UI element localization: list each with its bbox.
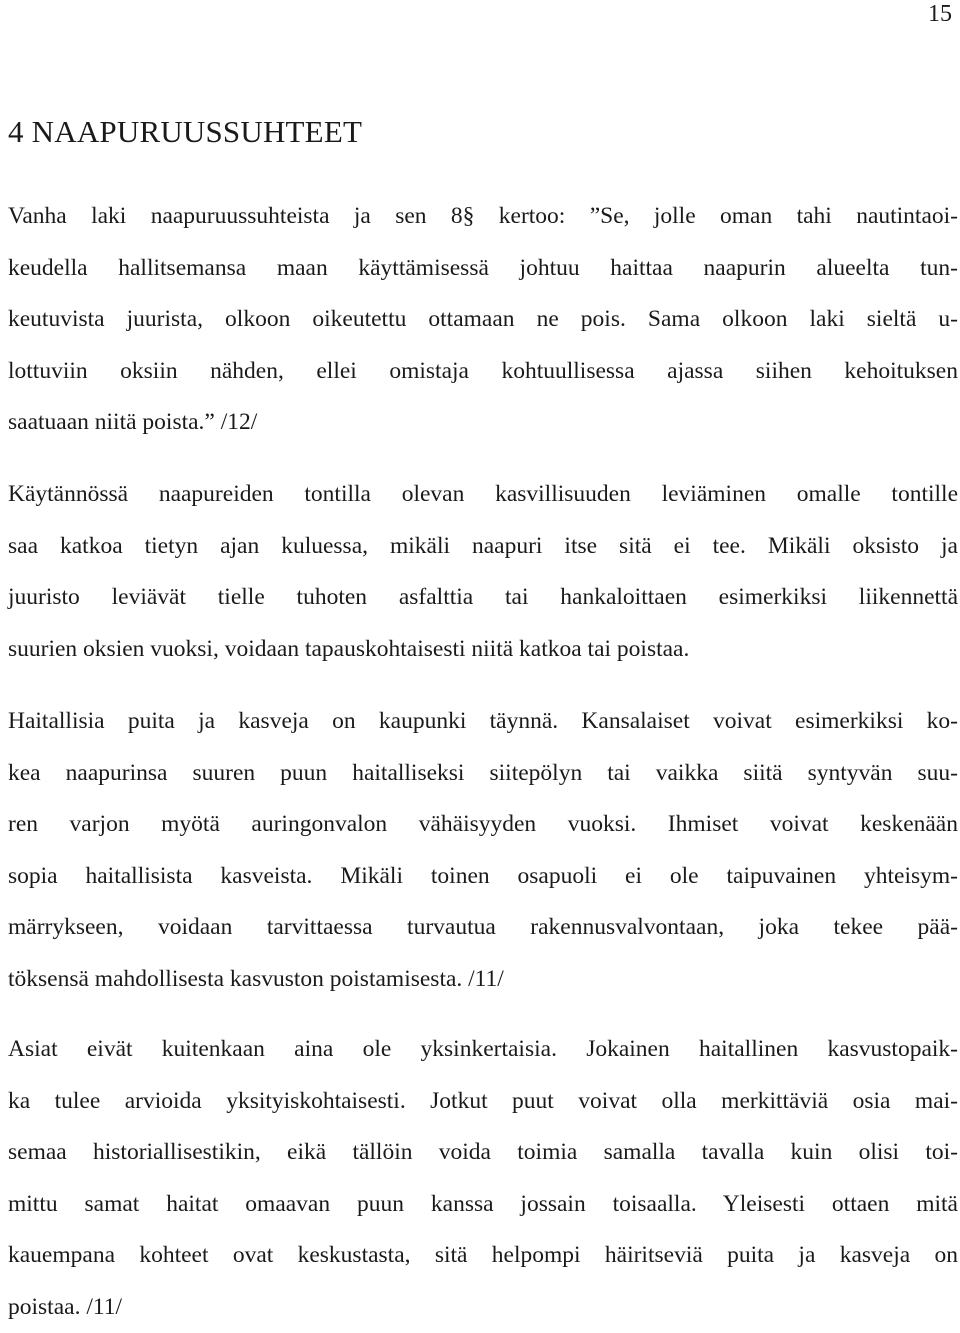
text-line: saatuaan niitä poista.” /12/ [8,397,958,449]
text-line: sopia haitallisista kasveista. Mikäli toinen osapuoli ei ole taipuvainen yhteisym- [8,851,958,903]
text-line: märrykseen, voidaan tarvittaessa turvautua rakennusvalvontaan, joka tekee pää- [8,902,958,954]
page-number: 15 [928,0,952,28]
paragraph-2 [8,469,958,675]
text-line: lottuviin oksiin nähden, ellei omistaja kohtuullisessa ajassa siihen kehoituksen [8,346,958,398]
text-line: ka tulee arvioida yksityiskohtaisesti. Jotkut puut voivat olla merkittäviä osia mai- [8,1076,958,1128]
paragraph-1 [8,191,958,449]
text-line: Käytännössä naapureiden tontilla olevan kasvillisuuden leviäminen omalle tontille [8,469,958,521]
text-line: Asiat eivät kuitenkaan aina ole yksinkertaisia. Jokainen haitallinen kasvustopaik- [8,1024,958,1076]
section-heading: 4 NAAPURUUSSUHTEET [8,112,362,152]
text-line: ren varjon myötä auringonvalon vähäisyyden vuoksi. Ihmiset voivat keskenään [8,799,958,851]
paragraph-3 [8,696,958,1005]
text-line: suurien oksien vuoksi, voidaan tapauskohtaisesti niitä katkoa tai poistaa. [8,624,958,676]
text-line: Haitallisia puita ja kasveja on kaupunki täynnä. Kansalaiset voivat esimerkiksi ko- [8,696,958,748]
text-line: kauempana kohteet ovat keskustasta, sitä helpompi häiritseviä puita ja kasveja on [8,1230,958,1282]
text-line: saa katkoa tietyn ajan kuluessa, mikäli naapuri itse sitä ei tee. Mikäli oksisto ja [8,521,958,573]
text-line: juuristo leviävät tielle tuhoten asfalttia tai hankaloittaen esimerkiksi liikennettä [8,572,958,624]
text-line: keudella hallitsemansa maan käyttämisessä johtuu haittaa naapurin alueelta tun- [8,243,958,295]
text-line: Vanha laki naapuruussuhteista ja sen 8§ kertoo: ”Se, jolle oman tahi nautintaoi- [8,191,958,243]
text-line: töksensä mahdollisesta kasvuston poistamisesta. /11/ [8,954,958,1006]
text-line: poistaa. /11/ [8,1282,958,1333]
text-line: kea naapurinsa suuren puun haitalliseksi siitepölyn tai vaikka siitä syntyvän suu- [8,748,958,800]
text-line: keutuvista juurista, olkoon oikeutettu ottamaan ne pois. Sama olkoon laki sieltä u- [8,294,958,346]
text-line: semaa historiallisestikin, eikä tällöin voida toimia samalla tavalla kuin olisi toi- [8,1127,958,1179]
text-line: mittu samat haitat omaavan puun kanssa jossain toisaalla. Yleisesti ottaen mitä [8,1179,958,1231]
paragraph-4 [8,1024,958,1333]
